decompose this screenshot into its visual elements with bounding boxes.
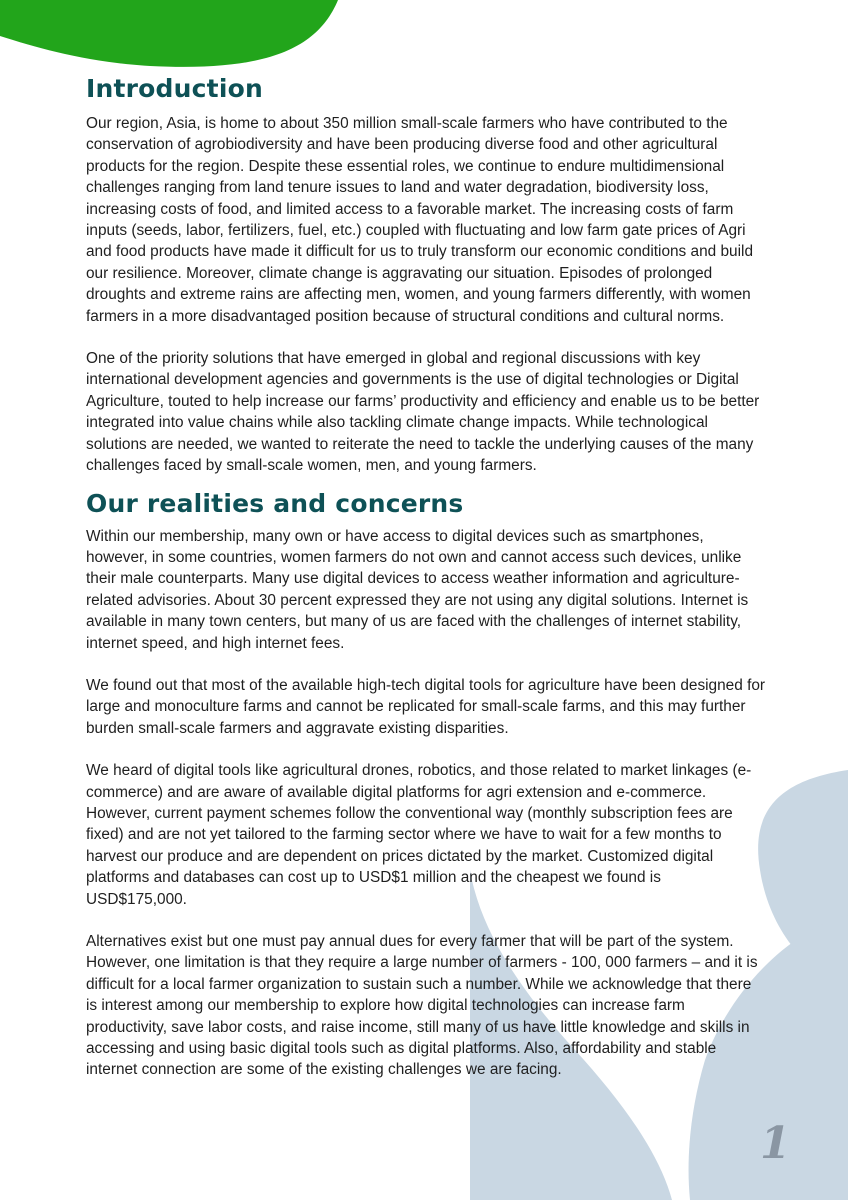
realities-heading: Our realities and concerns — [86, 488, 464, 518]
introduction-paragraph-1: Our region, Asia, is home to about 350 million small-scale farmers who have contributed to the conservation of agrobiodiversity and have been producing diverse food and other agricultural products for the region. Despite these essential roles, we continue to endure multidimensional challenges ranging from land tenure issues to land and water degradation, biodiversity loss, increasing costs of food, and limited access to a favorable market. The increasing costs of farm inputs (seeds, labor, fertilizers, fuel, etc.) coupled with fluctuating and low farm gate prices of Agri and food products have made it difficult for us to truly transform our economic conditions and build our resilience. Moreover, climate change is aggravating our situation. Episodes of prolonged droughts and extreme rains are affecting men, women, and young farmers differently, with women farmers in a more disadvantaged position because of structural conditions and cultural norms. — [86, 115, 754, 325]
introduction-paragraph-2: One of the priority solutions that have emerged in global and regional discussions with key international development agencies and governments is the use of digital technologies or Digital Agriculture, touted to help increase our farms’ productivity and efficiency and enable us to be better integrated into value chains while also tackling climate change impacts. While technological solutions are needed, we wanted to reiterate the need to tackle the underlying causes of the many challenges faced by small-scale women, men, and young farmers. — [86, 350, 760, 475]
realities-paragraph-1: Within our membership, many own or have access to digital devices such as smartphones, however, in some countries, women farmers do not own and cannot access such devices, unlike their male counterparts. Many use digital devices to access weather information and agriculture-related advisories. About 30 percent expressed they are not using any digital solutions. Internet is available in many town centers, but many of us are faced with the challenges of internet stability, internet speed, and high internet fees. — [86, 527, 749, 652]
realities-paragraph-4: Alternatives exist but one must pay annual dues for every farmer that will be part of the system. However, one limitation is that they require a large number of farmers - 100, 000 farmers – and it is difficult for a local farmer organization to sustain such a number. While we acknowledge that there is interest among our membership to explore how digital technologies can increase farm productivity, save labor costs, and raise income, still many of us have little knowledge and skills in accessing and using basic digital tools such as digital platforms. Also, affordability and stable internet connection are some of the existing challenges we are facing. — [86, 933, 758, 1079]
page-number: 1 — [760, 1118, 791, 1169]
document-body — [86, 74, 766, 1102]
introduction-heading: Introduction — [86, 74, 263, 103]
realities-paragraph-3: We heard of digital tools like agricultural drones, robotics, and those related to market linkages (e-commerce) and are aware of available digital platforms for agri extension and e-commerce. However, current payment schemes follow the conventional way (monthly subscription fees are fixed) and are not yet tailored to the farming sector where we have to wait for a few months to harvest our produce and are dependent on prices dictated by the market. Customized digital platforms and databases can cost up to USD$1 million and the cheapest we found is USD$175,000. — [86, 762, 752, 908]
green-leaf-corner — [0, 0, 338, 67]
realities-paragraph-2: We found out that most of the available high-tech digital tools for agriculture have been designed for large and monoculture farms and cannot be replicated for small-scale farms, and this may further burden small-scale farmers and aggravate existing disparities. — [86, 676, 766, 737]
